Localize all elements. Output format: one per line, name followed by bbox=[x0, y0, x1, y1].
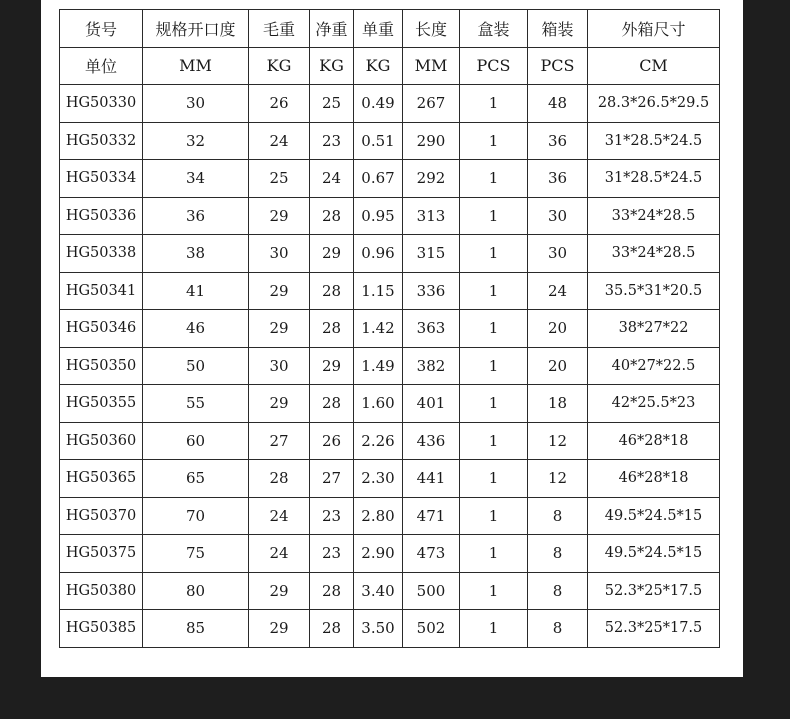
units-cell-opening-size: MM bbox=[143, 47, 249, 85]
cell-net-weight: 28 bbox=[310, 572, 354, 610]
cell-item-no: HG50334 bbox=[60, 160, 143, 198]
cell-gross-weight: 24 bbox=[249, 497, 310, 535]
cell-item-no: HG50365 bbox=[60, 460, 143, 498]
cell-carton-size: 33*24*28.5 bbox=[588, 235, 720, 273]
header-cell-box-qty: 盒装 bbox=[460, 10, 528, 48]
cell-length: 290 bbox=[403, 122, 460, 160]
cell-carton-qty: 8 bbox=[528, 610, 588, 648]
cell-unit-weight: 2.26 bbox=[354, 422, 403, 460]
header-cell-unit-weight: 单重 bbox=[354, 10, 403, 48]
cell-length: 500 bbox=[403, 572, 460, 610]
cell-box-qty: 1 bbox=[460, 572, 528, 610]
cell-box-qty: 1 bbox=[460, 422, 528, 460]
table-row bbox=[60, 85, 720, 123]
cell-gross-weight: 26 bbox=[249, 85, 310, 123]
header-cell-carton-qty: 箱装 bbox=[528, 10, 588, 48]
cell-net-weight: 25 bbox=[310, 85, 354, 123]
cell-gross-weight: 29 bbox=[249, 310, 310, 348]
cell-carton-qty: 20 bbox=[528, 347, 588, 385]
cell-length: 382 bbox=[403, 347, 460, 385]
cell-carton-qty: 36 bbox=[528, 160, 588, 198]
cell-item-no: HG50360 bbox=[60, 422, 143, 460]
table-row bbox=[60, 497, 720, 535]
cell-net-weight: 29 bbox=[310, 347, 354, 385]
cell-opening-size: 46 bbox=[143, 310, 249, 348]
cell-opening-size: 55 bbox=[143, 385, 249, 423]
table-row bbox=[60, 235, 720, 273]
cell-carton-size: 31*28.5*24.5 bbox=[588, 122, 720, 160]
cell-box-qty: 1 bbox=[460, 497, 528, 535]
units-cell-carton-qty: PCS bbox=[528, 47, 588, 85]
product-spec-table bbox=[59, 9, 720, 648]
cell-length: 471 bbox=[403, 497, 460, 535]
table-row bbox=[60, 460, 720, 498]
units-cell-box-qty: PCS bbox=[460, 47, 528, 85]
table-row bbox=[60, 310, 720, 348]
cell-unit-weight: 0.51 bbox=[354, 122, 403, 160]
cell-gross-weight: 27 bbox=[249, 422, 310, 460]
cell-box-qty: 1 bbox=[460, 610, 528, 648]
cell-carton-qty: 8 bbox=[528, 535, 588, 573]
table-row bbox=[60, 272, 720, 310]
cell-opening-size: 41 bbox=[143, 272, 249, 310]
cell-box-qty: 1 bbox=[460, 272, 528, 310]
cell-gross-weight: 30 bbox=[249, 235, 310, 273]
units-cell-net-weight: KG bbox=[310, 47, 354, 85]
cell-carton-qty: 8 bbox=[528, 572, 588, 610]
header-cell-gross-weight: 毛重 bbox=[249, 10, 310, 48]
cell-net-weight: 28 bbox=[310, 610, 354, 648]
cell-unit-weight: 0.49 bbox=[354, 85, 403, 123]
cell-gross-weight: 24 bbox=[249, 122, 310, 160]
cell-item-no: HG50336 bbox=[60, 197, 143, 235]
cell-carton-size: 52.3*25*17.5 bbox=[588, 572, 720, 610]
cell-carton-size: 42*25.5*23 bbox=[588, 385, 720, 423]
table-row bbox=[60, 572, 720, 610]
cell-carton-size: 49.5*24.5*15 bbox=[588, 497, 720, 535]
cell-box-qty: 1 bbox=[460, 385, 528, 423]
cell-item-no: HG50355 bbox=[60, 385, 143, 423]
cell-opening-size: 50 bbox=[143, 347, 249, 385]
cell-item-no: HG50346 bbox=[60, 310, 143, 348]
cell-length: 267 bbox=[403, 85, 460, 123]
cell-unit-weight: 1.60 bbox=[354, 385, 403, 423]
cell-opening-size: 32 bbox=[143, 122, 249, 160]
header-cell-carton-size: 外箱尺寸 bbox=[588, 10, 720, 48]
cell-unit-weight: 2.80 bbox=[354, 497, 403, 535]
cell-gross-weight: 28 bbox=[249, 460, 310, 498]
cell-carton-size: 49.5*24.5*15 bbox=[588, 535, 720, 573]
cell-gross-weight: 29 bbox=[249, 572, 310, 610]
cell-net-weight: 24 bbox=[310, 160, 354, 198]
cell-unit-weight: 1.49 bbox=[354, 347, 403, 385]
units-cell-unit-weight: KG bbox=[354, 47, 403, 85]
units-cell-length: MM bbox=[403, 47, 460, 85]
cell-unit-weight: 1.15 bbox=[354, 272, 403, 310]
cell-net-weight: 23 bbox=[310, 497, 354, 535]
table-row bbox=[60, 610, 720, 648]
cell-opening-size: 85 bbox=[143, 610, 249, 648]
table-row bbox=[60, 197, 720, 235]
cell-net-weight: 23 bbox=[310, 535, 354, 573]
header-cell-item-no: 货号 bbox=[60, 10, 143, 48]
cell-carton-size: 28.3*26.5*29.5 bbox=[588, 85, 720, 123]
units-cell-label: 单位 bbox=[60, 47, 143, 85]
table-row bbox=[60, 422, 720, 460]
cell-carton-size: 33*24*28.5 bbox=[588, 197, 720, 235]
cell-unit-weight: 3.40 bbox=[354, 572, 403, 610]
cell-length: 292 bbox=[403, 160, 460, 198]
cell-item-no: HG50370 bbox=[60, 497, 143, 535]
cell-gross-weight: 29 bbox=[249, 385, 310, 423]
cell-carton-size: 46*28*18 bbox=[588, 422, 720, 460]
cell-opening-size: 34 bbox=[143, 160, 249, 198]
cell-carton-qty: 30 bbox=[528, 197, 588, 235]
cell-length: 336 bbox=[403, 272, 460, 310]
cell-box-qty: 1 bbox=[460, 310, 528, 348]
cell-opening-size: 75 bbox=[143, 535, 249, 573]
cell-box-qty: 1 bbox=[460, 85, 528, 123]
cell-gross-weight: 24 bbox=[249, 535, 310, 573]
cell-net-weight: 27 bbox=[310, 460, 354, 498]
cell-unit-weight: 2.90 bbox=[354, 535, 403, 573]
cell-length: 502 bbox=[403, 610, 460, 648]
cell-length: 313 bbox=[403, 197, 460, 235]
table-row bbox=[60, 385, 720, 423]
cell-length: 473 bbox=[403, 535, 460, 573]
cell-item-no: HG50330 bbox=[60, 85, 143, 123]
cell-opening-size: 36 bbox=[143, 197, 249, 235]
table-row bbox=[60, 535, 720, 573]
header-row bbox=[60, 10, 720, 48]
cell-box-qty: 1 bbox=[460, 197, 528, 235]
cell-box-qty: 1 bbox=[460, 122, 528, 160]
cell-carton-qty: 12 bbox=[528, 460, 588, 498]
cell-box-qty: 1 bbox=[460, 535, 528, 573]
cell-net-weight: 23 bbox=[310, 122, 354, 160]
units-cell-carton-size: CM bbox=[588, 47, 720, 85]
cell-carton-qty: 30 bbox=[528, 235, 588, 273]
cell-item-no: HG50338 bbox=[60, 235, 143, 273]
cell-opening-size: 60 bbox=[143, 422, 249, 460]
cell-opening-size: 65 bbox=[143, 460, 249, 498]
cell-gross-weight: 29 bbox=[249, 610, 310, 648]
cell-unit-weight: 0.96 bbox=[354, 235, 403, 273]
cell-carton-qty: 20 bbox=[528, 310, 588, 348]
cell-unit-weight: 0.67 bbox=[354, 160, 403, 198]
cell-opening-size: 30 bbox=[143, 85, 249, 123]
cell-carton-qty: 48 bbox=[528, 85, 588, 123]
cell-opening-size: 80 bbox=[143, 572, 249, 610]
cell-item-no: HG50332 bbox=[60, 122, 143, 160]
cell-length: 441 bbox=[403, 460, 460, 498]
cell-carton-size: 38*27*22 bbox=[588, 310, 720, 348]
header-cell-opening-size: 规格开口度 bbox=[143, 10, 249, 48]
cell-item-no: HG50350 bbox=[60, 347, 143, 385]
cell-carton-qty: 8 bbox=[528, 497, 588, 535]
header-cell-net-weight: 净重 bbox=[310, 10, 354, 48]
cell-unit-weight: 1.42 bbox=[354, 310, 403, 348]
cell-box-qty: 1 bbox=[460, 160, 528, 198]
cell-gross-weight: 29 bbox=[249, 197, 310, 235]
cell-carton-size: 40*27*22.5 bbox=[588, 347, 720, 385]
cell-carton-qty: 24 bbox=[528, 272, 588, 310]
header-cell-length: 长度 bbox=[403, 10, 460, 48]
cell-carton-qty: 12 bbox=[528, 422, 588, 460]
cell-net-weight: 28 bbox=[310, 310, 354, 348]
cell-gross-weight: 30 bbox=[249, 347, 310, 385]
table-body bbox=[60, 10, 720, 648]
cell-carton-size: 35.5*31*20.5 bbox=[588, 272, 720, 310]
cell-length: 401 bbox=[403, 385, 460, 423]
cell-net-weight: 28 bbox=[310, 385, 354, 423]
cell-item-no: HG50380 bbox=[60, 572, 143, 610]
cell-net-weight: 26 bbox=[310, 422, 354, 460]
cell-unit-weight: 2.30 bbox=[354, 460, 403, 498]
cell-carton-size: 52.3*25*17.5 bbox=[588, 610, 720, 648]
cell-carton-size: 46*28*18 bbox=[588, 460, 720, 498]
cell-opening-size: 70 bbox=[143, 497, 249, 535]
table-row bbox=[60, 122, 720, 160]
cell-box-qty: 1 bbox=[460, 460, 528, 498]
table-row bbox=[60, 160, 720, 198]
cell-box-qty: 1 bbox=[460, 235, 528, 273]
cell-item-no: HG50341 bbox=[60, 272, 143, 310]
cell-gross-weight: 25 bbox=[249, 160, 310, 198]
cell-net-weight: 28 bbox=[310, 272, 354, 310]
cell-length: 436 bbox=[403, 422, 460, 460]
cell-carton-qty: 36 bbox=[528, 122, 588, 160]
cell-unit-weight: 0.95 bbox=[354, 197, 403, 235]
cell-carton-qty: 18 bbox=[528, 385, 588, 423]
cell-opening-size: 38 bbox=[143, 235, 249, 273]
cell-net-weight: 28 bbox=[310, 197, 354, 235]
cell-length: 315 bbox=[403, 235, 460, 273]
units-row bbox=[60, 47, 720, 85]
cell-carton-size: 31*28.5*24.5 bbox=[588, 160, 720, 198]
units-cell-gross-weight: KG bbox=[249, 47, 310, 85]
cell-item-no: HG50375 bbox=[60, 535, 143, 573]
cell-item-no: HG50385 bbox=[60, 610, 143, 648]
cell-length: 363 bbox=[403, 310, 460, 348]
table-row bbox=[60, 347, 720, 385]
cell-unit-weight: 3.50 bbox=[354, 610, 403, 648]
cell-gross-weight: 29 bbox=[249, 272, 310, 310]
cell-box-qty: 1 bbox=[460, 347, 528, 385]
cell-net-weight: 29 bbox=[310, 235, 354, 273]
